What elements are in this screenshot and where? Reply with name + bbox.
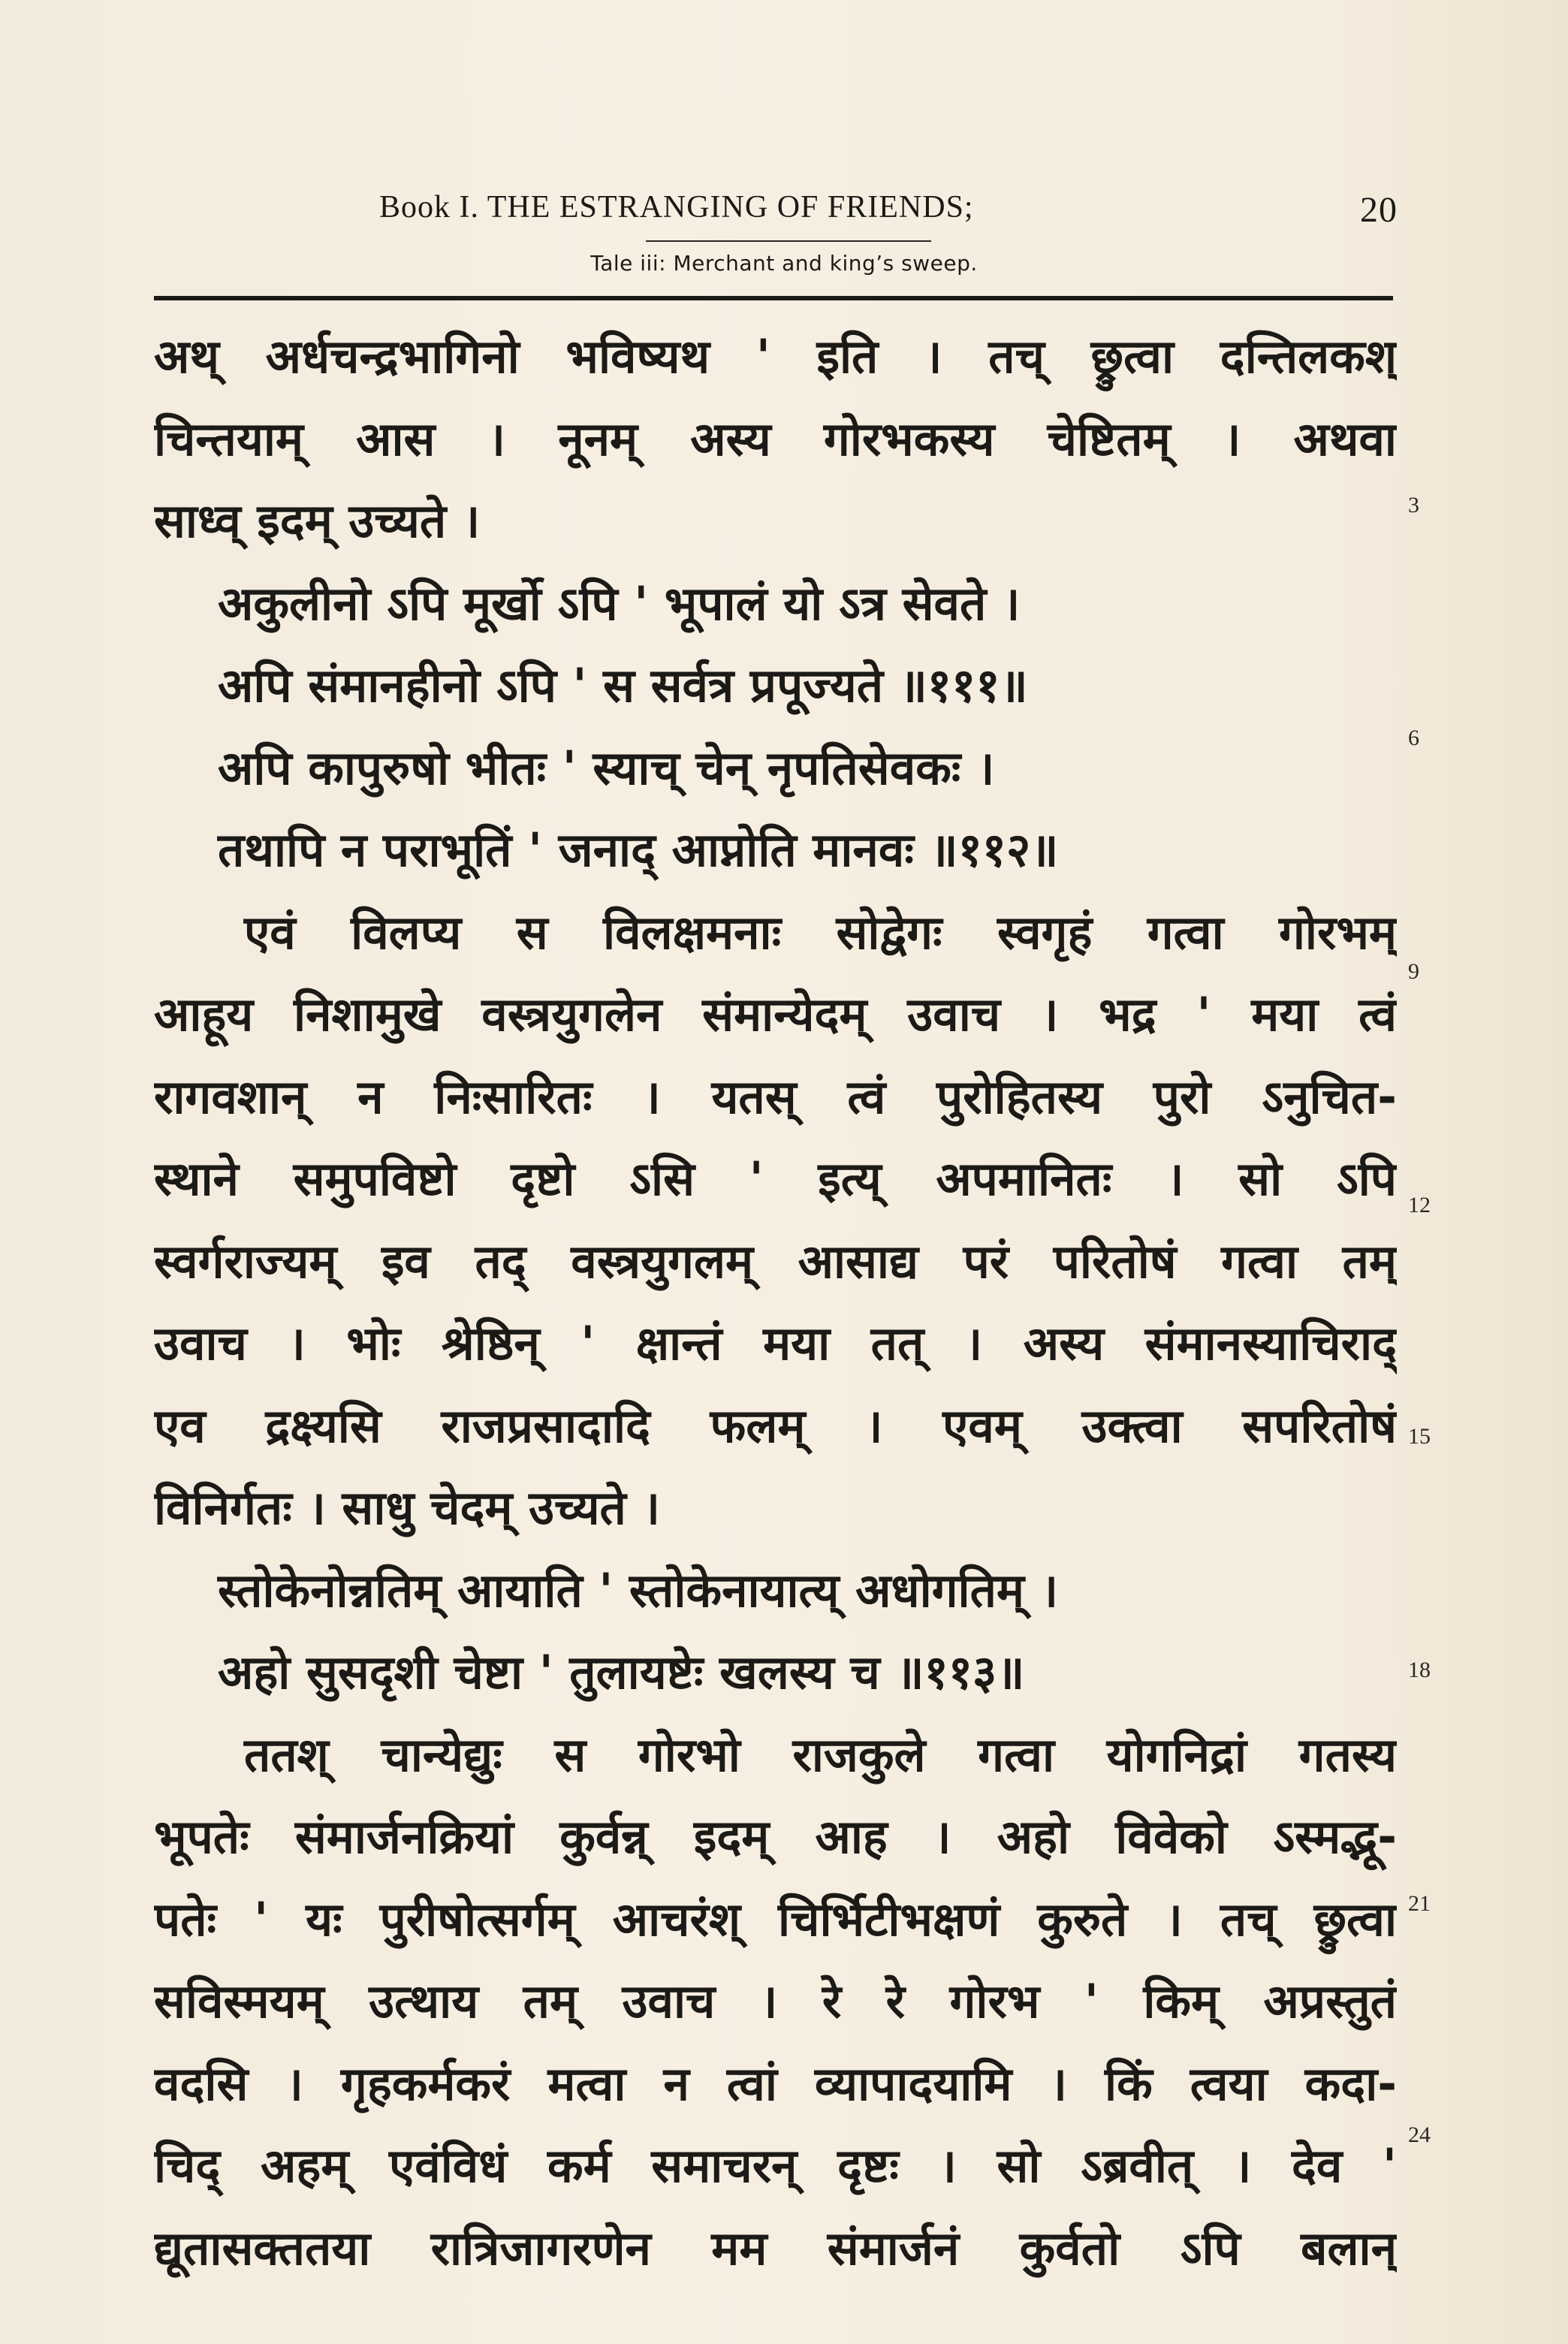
text-line: चिद् अहम् एवंविधं कर्म समाचरन् दृष्टः । सो ऽब्रवीत् । देव ' bbox=[154, 2138, 1397, 2193]
running-title: Book I. THE ESTRANGING OF FRIENDS; bbox=[379, 190, 974, 225]
text-line: एवं विलप्य स विलक्षमनाः सोद्वेगः स्वगृहं गत्वा गोरभम् bbox=[244, 904, 1397, 960]
line-number: 3 bbox=[1408, 493, 1419, 517]
text-line: साध्व् इदम् उच्यते । bbox=[154, 493, 481, 548]
header-short-rule bbox=[646, 240, 931, 242]
text-line: एव द्रक्ष्यसि राजप्रसादादि फलम् । एवम् उक्त्वा सपरितोषं bbox=[154, 1398, 1397, 1453]
verse-line: अकुलीनो ऽपि मूर्खो ऽपि ' भूपालं यो ऽत्र सेवते । bbox=[218, 575, 1021, 631]
line-number: 9 bbox=[1408, 959, 1419, 984]
tale-subtitle: Tale iii: Merchant and king’s sweep. bbox=[590, 251, 978, 276]
running-header bbox=[154, 189, 1398, 234]
line-number: 6 bbox=[1408, 726, 1419, 750]
text-line: चिन्तयाम् आस । नूनम् अस्य गोरभकस्य चेष्टितम् । अथवा bbox=[154, 411, 1397, 466]
body-text bbox=[154, 315, 1397, 2289]
text-line: वदसि । गृहकर्मकरं मत्वा न त्वां व्यापादयामि । किं त्वया कदा- bbox=[154, 2056, 1397, 2111]
line-number: 12 bbox=[1408, 1193, 1431, 1217]
text-line: भूपतेः संमार्जनक्रियां कुर्वन्न् इदम् आह । अहो विवेको ऽस्मद्भू- bbox=[154, 1809, 1397, 1864]
line-number: 18 bbox=[1408, 1658, 1431, 1682]
text-line: स्वर्गराज्यम् इव तद् वस्त्रयुगलम् आसाद्य परं परितोषं गत्वा तम् bbox=[154, 1233, 1397, 1289]
text-line: पतेः ' यः पुरीषोत्सर्गम् आचरंश् चिर्भिटीभक्षणं कुरुते । तच् छ्रुत्वा bbox=[154, 1891, 1397, 1947]
line-number: 15 bbox=[1408, 1424, 1431, 1449]
text-line: सविस्मयम् उत्थाय तम् उवाच । रे रे गोरभ ' किम् अप्रस्तुतं bbox=[154, 1974, 1397, 2029]
page-number: 20 bbox=[1360, 190, 1398, 230]
text-line: रागवशान् न निःसारितः । यतस् त्वं पुरोहितस्य पुरो ऽनुचित- bbox=[154, 1069, 1397, 1124]
text-line: ततश् चान्येद्युः स गोरभो राजकुले गत्वा योगनिद्रां गतस्य bbox=[244, 1727, 1397, 1782]
text-line: विनिर्गतः । साधु चेदम् उच्यते । bbox=[154, 1480, 660, 1535]
text-line: आहूय निशामुखे वस्त्रयुगलेन संमान्येदम् उवाच । भद्र ' मया त्वं bbox=[154, 987, 1397, 1042]
text-line: अथ् अर्धचन्द्रभागिनो भविष्यथ ' इति । तच् छ्रुत्वा दन्तिलकश् bbox=[154, 329, 1397, 384]
text-line: द्यूतासक्ततया रात्रिजागरणेन मम संमार्जनं कुर्वतो ऽपि बलान् bbox=[154, 2220, 1397, 2276]
line-number: 21 bbox=[1408, 1891, 1431, 1916]
header-rule bbox=[154, 296, 1393, 300]
verse-line: अहो सुसदृशी चेष्टा ' तुलायष्टेः खलस्य च ॥११३॥ bbox=[218, 1645, 1025, 1700]
verse-line: अपि कापुरुषो भीतः ' स्याच् चेन् नृपतिसेवकः । bbox=[218, 740, 995, 795]
text-line: उवाच । भोः श्रेष्ठिन् ' क्षान्तं मया तत् । अस्य संमानस्याचिराद् bbox=[154, 1316, 1397, 1371]
text-line: स्थाने समुपविष्टो दृष्टो ऽसि ' इत्य् अपमानितः । सो ऽपि bbox=[154, 1151, 1397, 1206]
line-number: 24 bbox=[1408, 2122, 1431, 2147]
verse-line: अपि संमानहीनो ऽपि ' स सर्वत्र प्रपूज्यते ॥१११॥ bbox=[218, 658, 1028, 713]
verse-line: स्तोकेनोन्नतिम् आयाति ' स्तोकेनायात्य् अधोगतिम् । bbox=[218, 1562, 1059, 1618]
verse-line: तथापि न पराभूतिं ' जनाद् आप्नोति मानवः ॥११२॥ bbox=[218, 822, 1059, 877]
